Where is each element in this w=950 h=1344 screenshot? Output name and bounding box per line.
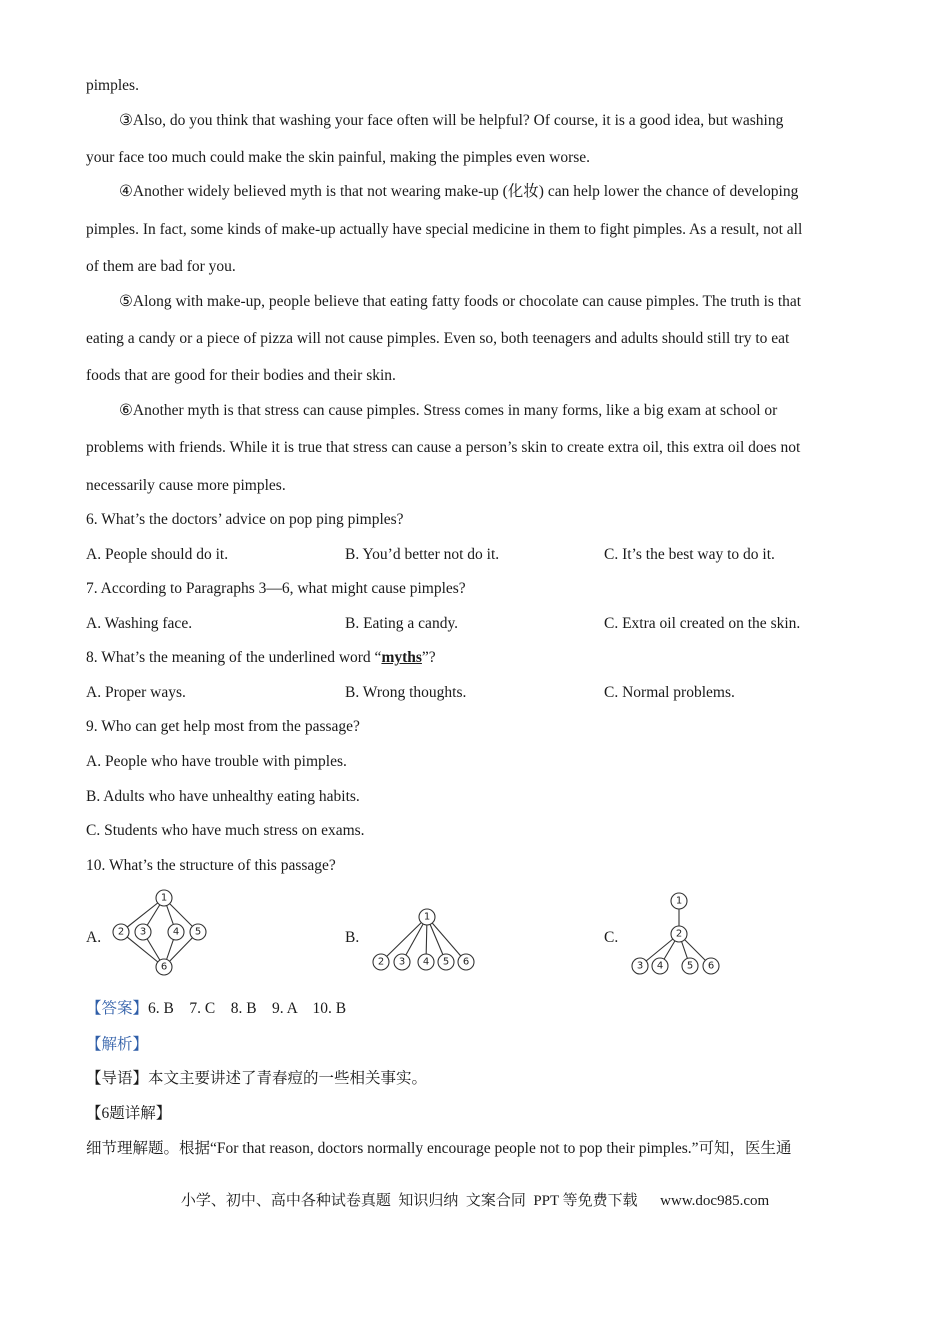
question-10-option-a: A. xyxy=(86,929,102,946)
node-5 xyxy=(438,954,454,970)
svg-text:4: 4 xyxy=(172,926,180,938)
node-1 xyxy=(419,909,435,925)
underlined-word-myths: myths xyxy=(381,649,422,666)
node-6 xyxy=(458,954,474,970)
paragraph-4-line-3: of them are bad for you. xyxy=(86,258,236,275)
svg-text:6: 6 xyxy=(462,956,470,968)
guide-line xyxy=(86,1069,862,1089)
svg-text:3: 3 xyxy=(398,956,406,968)
question-8-prefix: 8. What’s the meaning of the underlined word “ xyxy=(86,649,382,666)
analysis-tag: 【解析】 xyxy=(86,1036,149,1053)
question-8-suffix: ”? xyxy=(421,649,436,666)
guide-text: 本文主要讲述了青春痘的一些相关事实。 xyxy=(148,1070,428,1087)
node-3 xyxy=(135,924,151,940)
question-6-option-b: B. You’d better not do it. xyxy=(345,546,500,563)
question-6: 6. What’s the doctors’ advice on pop ping pimples? xyxy=(86,511,404,528)
paragraph-5-line-2: eating a candy or a piece of pizza will not cause pimples. Even so, both teenagers and adults should still try to eat xyxy=(86,330,790,347)
paragraph-3-line-2: your face too much could make the skin painful, making the pimples even worse. xyxy=(86,149,591,166)
question-8-option-c: C. Normal problems. xyxy=(604,684,735,701)
question-9-option-c: C. Students who have much stress on exams. xyxy=(86,822,365,839)
svg-text:3: 3 xyxy=(139,926,147,938)
question-10-option-b: B. xyxy=(345,929,360,946)
question-8-option-b: B. Wrong thoughts. xyxy=(345,684,467,701)
question-7: 7. According to Paragraphs 3—6, what might cause pimples? xyxy=(86,580,466,597)
question-7-option-a: A. Washing face. xyxy=(86,615,193,632)
svg-text:5: 5 xyxy=(442,956,450,968)
svg-text:6: 6 xyxy=(160,961,168,973)
question-8-option-a: A. Proper ways. xyxy=(86,684,186,701)
question-10: 10. What’s the structure of this passage? xyxy=(86,857,336,874)
svg-text:2: 2 xyxy=(377,956,385,968)
svg-text:4: 4 xyxy=(422,956,430,968)
paragraph-4-line-2: pimples. In fact, some kinds of make-up actually have special medicine in them to fight pimples. As a result, not all xyxy=(86,221,803,238)
node-3 xyxy=(394,954,410,970)
answer-tag: 【答案】 xyxy=(86,1000,149,1017)
question-9-option-b: B. Adults who have unhealthy eating habits. xyxy=(86,788,360,805)
answer-line xyxy=(86,999,862,1019)
svg-text:1: 1 xyxy=(160,892,168,904)
question-6-detail-text: 细节理解题。根据“For that reason, doctors normally encourage people not to pop their pimples.”可知，医生通 xyxy=(86,1140,792,1157)
svg-text:3: 3 xyxy=(636,960,644,972)
svg-text:5: 5 xyxy=(194,926,202,938)
node-2 xyxy=(113,924,129,940)
paragraph-2-end: pimples. xyxy=(86,77,139,94)
svg-text:6: 6 xyxy=(707,960,715,972)
node-6 xyxy=(156,959,172,975)
question-6-option-a: A. People should do it. xyxy=(86,546,229,563)
node-6 xyxy=(703,958,719,974)
svg-text:4: 4 xyxy=(656,960,664,972)
paragraph-4-line-1: ④Another widely believed myth is that not wearing make-up (化妆) can help lower the chance of developing xyxy=(119,183,799,200)
question-9-option-a: A. People who have trouble with pimples. xyxy=(86,753,347,770)
node-2 xyxy=(671,926,687,942)
answer-values: 6. B 7. C 8. B 9. A 10. B xyxy=(148,1000,347,1017)
svg-text:1: 1 xyxy=(423,911,431,923)
structure-diagram-c xyxy=(624,888,728,980)
guide-tag: 【导语】 xyxy=(86,1070,149,1087)
node-5 xyxy=(190,924,206,940)
svg-text:2: 2 xyxy=(675,928,683,940)
paragraph-5-line-3: foods that are good for their bodies and their skin. xyxy=(86,367,396,384)
svg-text:5: 5 xyxy=(686,960,694,972)
question-8 xyxy=(86,648,862,668)
question-9: 9. Who can get help most from the passage? xyxy=(86,718,360,735)
question-6-detail-tag: 【6题详解】 xyxy=(86,1105,172,1122)
paragraph-6-line-3: necessarily cause more pimples. xyxy=(86,477,286,494)
node-5 xyxy=(682,958,698,974)
structure-diagram-b xyxy=(366,904,478,976)
node-3 xyxy=(632,958,648,974)
node-4 xyxy=(652,958,668,974)
question-6-option-c: C. It’s the best way to do it. xyxy=(604,546,775,563)
page-footer: 小学、初中、高中各种试卷真题 知识归纳 文案合同 PPT 等免费下载 www.doc985.com xyxy=(180,1193,770,1209)
paragraph-3-line-1: ③Also, do you think that washing your face often will be helpful? Of course, it is a good idea, but washing xyxy=(119,112,784,129)
node-1 xyxy=(671,893,687,909)
structure-diagram-a xyxy=(105,884,215,978)
svg-text:2: 2 xyxy=(117,926,125,938)
paragraph-5-line-1: ⑤Along with make-up, people believe that eating fatty foods or chocolate can cause pimples. The truth is that xyxy=(119,293,802,310)
svg-text:1: 1 xyxy=(675,895,683,907)
question-7-option-c: C. Extra oil created on the skin. xyxy=(604,615,801,632)
question-7-option-b: B. Eating a candy. xyxy=(345,615,459,632)
node-1 xyxy=(156,890,172,906)
paragraph-6-line-2: problems with friends. While it is true that stress can cause a person’s skin to create extra oil, this extra oil does not xyxy=(86,439,801,456)
node-2 xyxy=(373,954,389,970)
paragraph-6-line-1: ⑥Another myth is that stress can cause pimples. Stress comes in many forms, like a big exam at school or xyxy=(119,402,778,419)
question-10-option-c: C. xyxy=(604,929,619,946)
node-4 xyxy=(168,924,184,940)
node-4 xyxy=(418,954,434,970)
